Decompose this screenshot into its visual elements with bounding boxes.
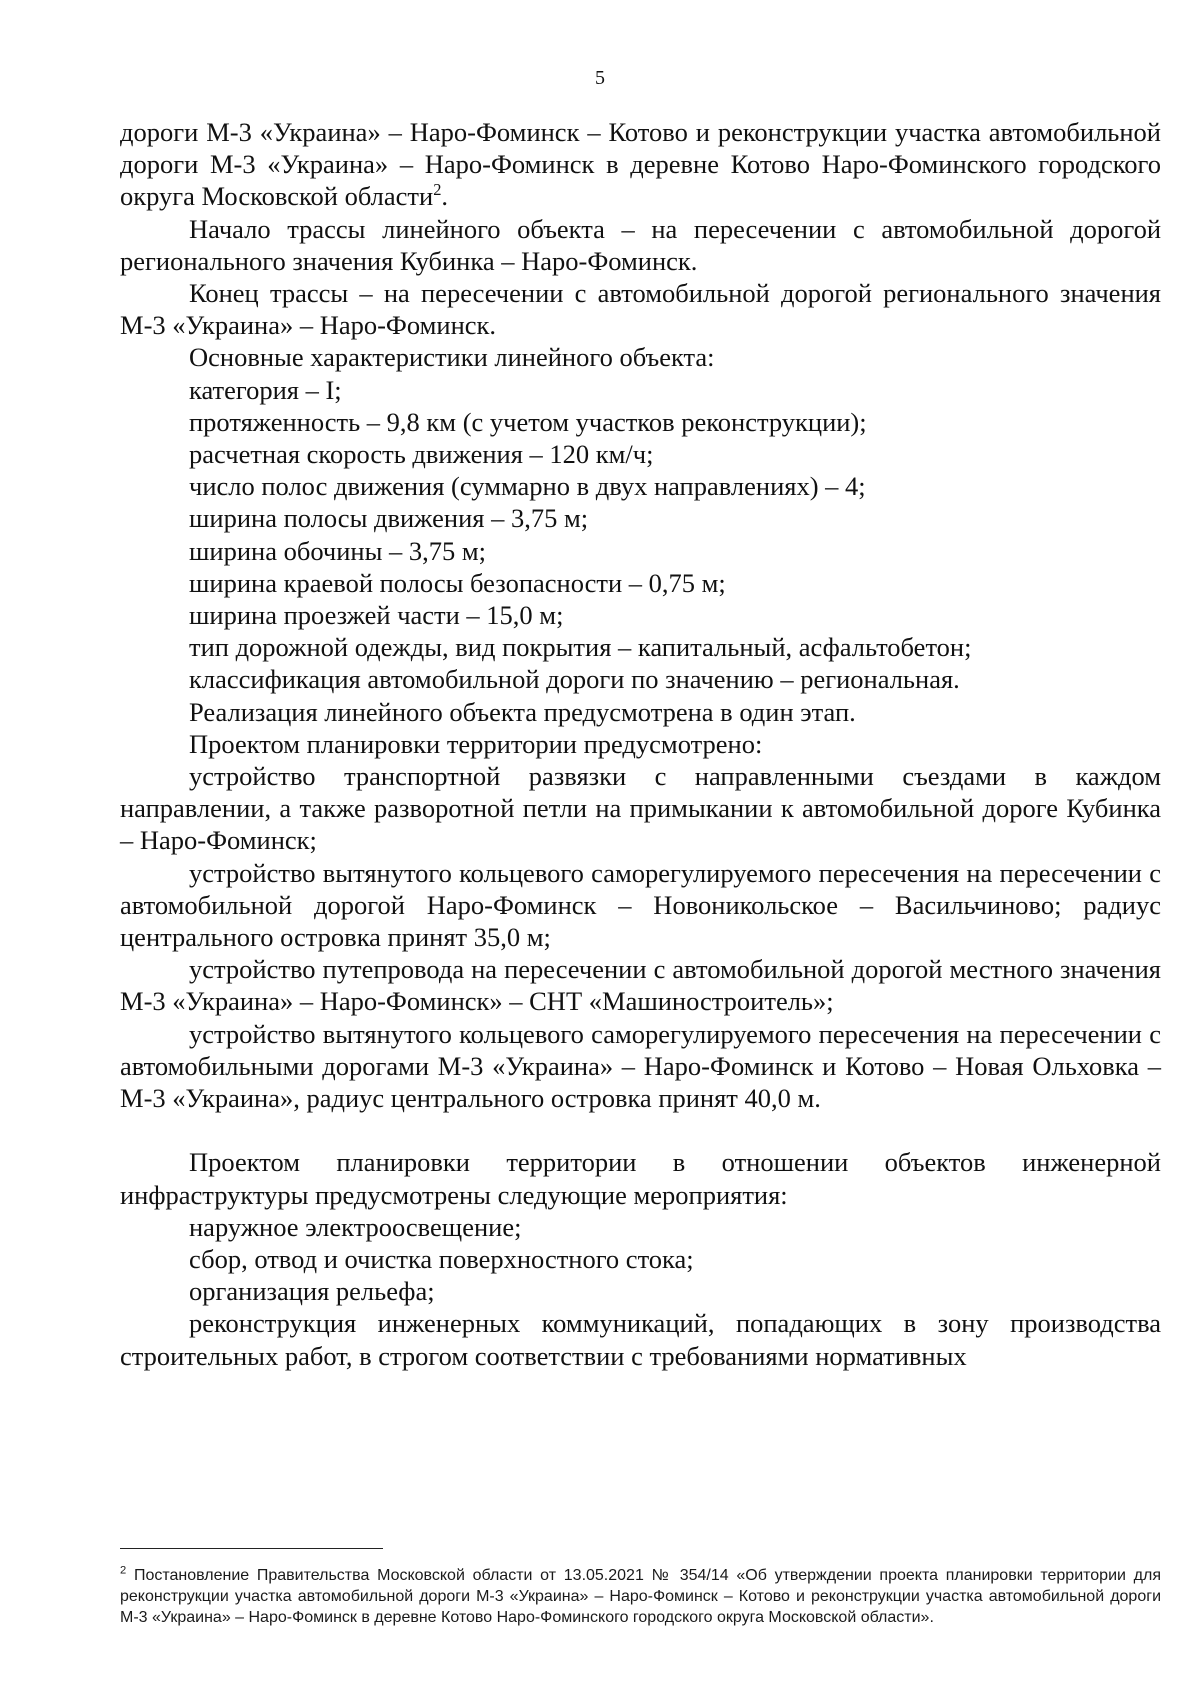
body-text — [120, 116, 1161, 1372]
list-item-utilities: реконструкция инженерных коммуникаций, попадающих в зону производства строительных работ, в строгом соответствии с требованиями нормативных — [120, 1308, 1161, 1371]
page-number: 5 — [595, 67, 605, 89]
list-item-length: протяженность – 9,8 км (с учетом участков реконструкции); — [189, 406, 867, 437]
list-item-speed: расчетная скорость движения – 120 км/ч; — [189, 439, 654, 470]
footnote-separator — [120, 1548, 383, 1549]
paragraph-route-end: Конец трассы – на пересечении с автомобильной дорогой регионального значения М-3 «Украина» – Наро-Фоминск. — [120, 278, 1161, 341]
paragraph-engineering-heading: Проектом планировки территории в отношении объектов инженерной инфраструктуры предусмотрены следующие мероприятия: — [120, 1147, 1161, 1210]
list-item-carriageway-width: ширина проезжей части – 15,0 м; — [189, 600, 564, 631]
paragraph-planning-heading: Проектом планировки территории предусмотрено: — [189, 728, 763, 759]
list-item-roundabout-2: устройство вытянутого кольцевого саморегулируемого пересечения на пересечении с автомобильными дорогами М-3 «Украина» – Наро-Фоминск и Котово – Новая Ольховка – М-3 «Украина», радиус центрального островка принят 40,0 м. — [120, 1018, 1161, 1114]
footnote-marker: 2 — [120, 1564, 127, 1577]
list-item-road-classification: классификация автомобильной дороги по значению – региональная. — [189, 664, 960, 695]
paragraph-continuation — [120, 116, 1161, 213]
list-item-shoulder-width: ширина обочины – 3,75 м; — [189, 535, 487, 566]
paragraph-text: дороги М-3 «Украина» – Наро-Фоминск – Котово и реконструкции участка автомобильной дороги М-3 «Украина» – Наро-Фоминск в деревне Котово Наро-Фоминского городского округа Московской области — [120, 117, 1161, 212]
list-item-relief: организация рельефа; — [189, 1276, 435, 1307]
list-item-lighting: наружное электроосвещение; — [189, 1211, 522, 1242]
footnote-reference: 2 — [433, 180, 442, 200]
list-item-drainage: сбор, отвод и очистка поверхностного стока; — [189, 1243, 694, 1274]
footnote — [120, 1566, 1161, 1628]
footnote-text: Постановление Правительства Московской области от 13.05.2021 № 354/14 «Об утверждении проекта планировки территории для реконструкции участка автомобильной дороги М-3 «Украина» – Наро-Фоминск – Котово и реконструкции участка автомобильной дороги М-3 «Украина» – Наро-Фоминск в деревне Котово Наро-Фоминского городского округа Московской области». — [120, 1567, 1161, 1626]
list-item-overpass: устройство путепровода на пересечении с автомобильной дорогой местного значения М-3 «Украина» – Наро-Фоминск» – СНТ «Машиностроитель»; — [120, 954, 1161, 1017]
list-item-interchange: устройство транспортной развязки с направленными съездами в каждом направлении, а также разворотной петли на примыкании к автомобильной дороге Кубинка – Наро-Фоминск; — [120, 761, 1161, 856]
paragraph-characteristics-heading: Основные характеристики линейного объекта: — [189, 342, 715, 373]
list-item-roundabout-1: устройство вытянутого кольцевого саморегулируемого пересечения на пересечении с автомобильной дорогой Наро-Фоминск – Новоникольское – Васильчиново; радиус центрального островка принят 35,0 м; — [120, 857, 1161, 953]
paragraph-implementation: Реализация линейного объекта предусмотрена в один этап. — [189, 696, 856, 727]
list-item-lanes: число полос движения (суммарно в двух направлениях) – 4; — [189, 471, 866, 502]
paragraph-route-start: Начало трассы линейного объекта – на пересечении с автомобильной дорогой регионального значения Кубинка – Наро-Фоминск. — [120, 213, 1161, 276]
list-item-edge-strip-width: ширина краевой полосы безопасности – 0,75 м; — [189, 567, 726, 598]
list-item-pavement-type: тип дорожной одежды, вид покрытия – капитальный, асфальтобетон; — [189, 632, 972, 663]
paragraph-punctuation: . — [441, 181, 449, 212]
list-item-lane-width: ширина полосы движения – 3,75 м; — [189, 503, 589, 534]
list-item-category: категория – I; — [189, 374, 342, 405]
